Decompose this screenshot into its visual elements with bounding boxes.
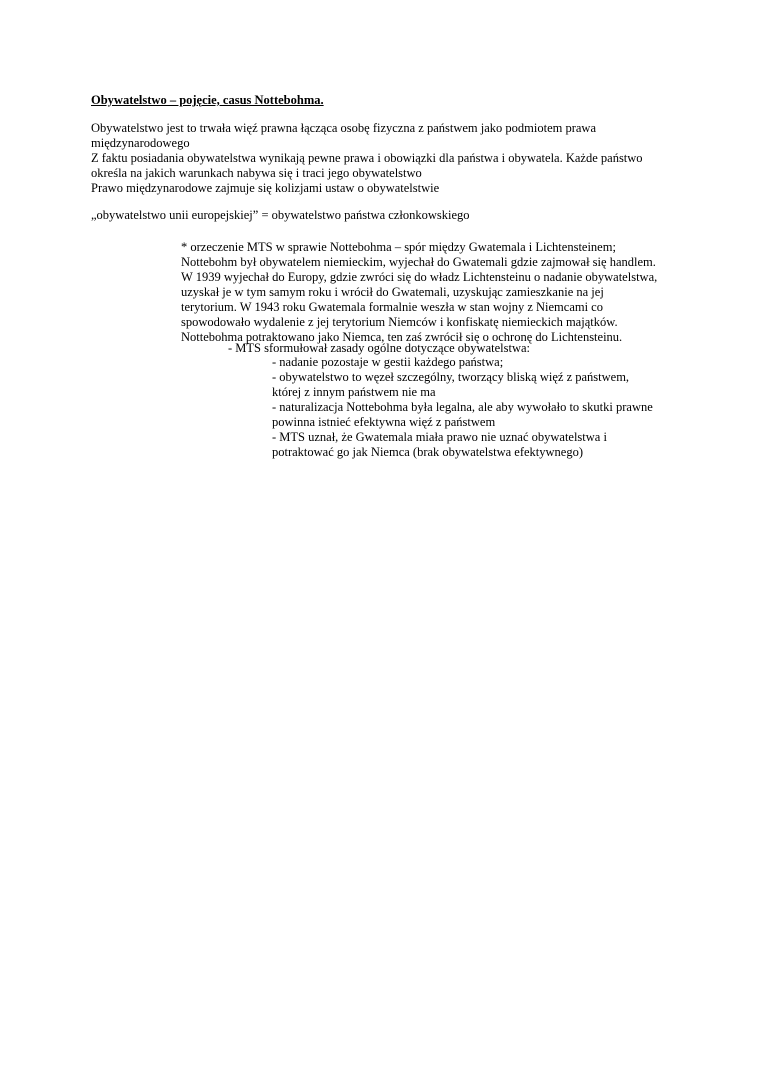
principle-line: powinna istnieć efektywna więź z państwem [272, 415, 496, 429]
principle-line: - naturalizacja Nottebohma była legalna, ale aby wywołało to skutki prawne [272, 400, 653, 414]
principle-line: - MTS uznał, że Gwatemala miała prawo nie uznać obywatelstwa i [272, 430, 607, 444]
case-line: * orzeczenie MTS w sprawie Nottebohma – spór między Gwatemala i Lichtensteinem; [181, 240, 616, 254]
case-line: W 1939 wyjechał do Europy, gdzie zwróci się do władz Lichtensteinu o nadanie obywatelstwa, [181, 270, 658, 284]
principle-line: - nadanie pozostaje w gestii każdego państwa; [272, 355, 504, 369]
principles-list [272, 355, 653, 460]
intro-line: Z faktu posiadania obywatelstwa wynikają pewne prawa i obowiązki dla państwa i obywatela. Każde państwo [91, 151, 643, 165]
principle-line: - obywatelstwo to węzeł szczególny, tworzący bliską więź z państwem, [272, 370, 630, 384]
case-line: terytorium. W 1943 roku Gwatemala formalnie weszła w stan wojny z Niemcami co [181, 300, 603, 314]
document-title: Obywatelstwo – pojęcie, casus Nottebohma. [91, 93, 324, 107]
principle-line: potraktować go jak Niemca (brak obywatelstwa efektywnego) [272, 445, 583, 459]
case-line: Nottebohma potraktowano jako Niemca, ten zaś zwrócił się o ochronę do Lichtensteinu. [181, 330, 623, 344]
eu-citizenship-line: „obywatelstwo unii europejskiej” = obywatelstwo państwa członkowskiego [91, 208, 470, 222]
intro-line: określa na jakich warunkach nabywa się i traci jego obywatelstwo [91, 166, 422, 180]
case-line: spowodowało wydalenie z jej terytorium Niemców i konfiskatę niemieckich majątków. [181, 315, 618, 329]
intro-line: międzynarodowego [91, 136, 190, 150]
intro-line: Obywatelstwo jest to trwała więź prawna łącząca osobę fizyczna z państwem jako podmiotem prawa [91, 121, 597, 135]
case-paragraph [181, 240, 657, 345]
case-line: uzyskał je w tym samym roku i wrócił do Gwatemali, uzyskując zamieszkanie na jej [181, 285, 604, 299]
intro-line: Prawo międzynarodowe zajmuje się kolizjami ustaw o obywatelstwie [91, 181, 440, 195]
case-line: Nottebohm był obywatelem niemieckim, wyjechał do Gwatemali gdzie zajmował się handlem. [181, 255, 656, 269]
principles-heading: - MTS sformułował zasady ogólne dotyczące obywatelstwa: [228, 341, 530, 355]
principle-line: której z innym państwem nie ma [272, 385, 436, 399]
intro-paragraph [91, 121, 643, 196]
